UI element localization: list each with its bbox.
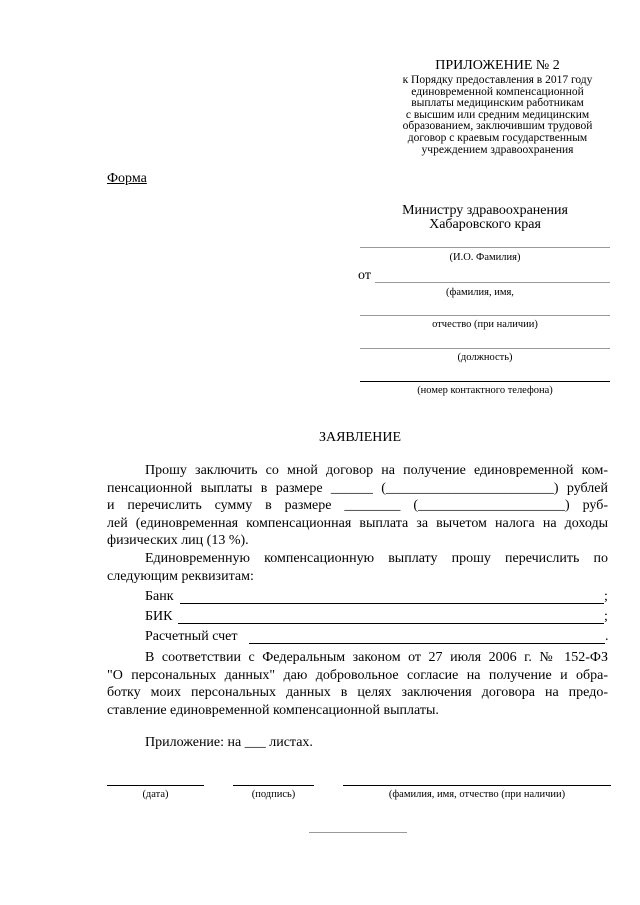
appendix-line: договор с краевым государственным [407,131,588,144]
paragraph-line: ставление единовременной компенсационной выплаты. [107,702,439,718]
bik-label: БИК [145,609,173,624]
appendix-line: образованием, заключившим трудовой [402,120,593,133]
appendix-line: единовременной компенсационной [411,85,584,98]
addressee-line1: Министру здравоохранения [402,203,568,218]
appendix-title: ПРИЛОЖЕНИЕ № 2 [435,58,560,73]
paragraph-line: Единовременную компенсационную выплату прошу перечислить по [145,551,608,566]
sign-field-line[interactable] [233,785,314,786]
paragraph-line: пенсационной выплаты в размере ______ (________________________) рублей [107,480,608,496]
date-field-line[interactable] [107,785,204,786]
appendix-header [385,58,610,156]
from-label: от [358,268,371,283]
paragraph-line: "О персональных данных" даю добровольное согласие на получение и обра- [107,667,608,683]
paragraph-line: Прошу заключить со мной договор на получение единовременной ком- [145,463,608,478]
paragraph-line: физических лиц (13 %). [107,533,249,548]
patronymic-caption: отчество (при наличии) [432,319,538,330]
paragraph-line: лей (единовременная компенсационная выплата за вычетом налога на доходы [107,515,608,531]
phone-field-line [360,381,610,382]
account-label: Расчетный счет [145,629,238,644]
bik-field-line[interactable] [178,623,604,624]
bik-end: ; [604,609,608,624]
paragraph-line: и перечислить сумму в размере ________ (_____________________) руб- [107,498,608,513]
paragraph-line: ботку моих персональных данных в целях заключения договора на предо- [107,685,608,700]
from-field-line [375,282,610,283]
fio-field-line[interactable] [343,785,611,786]
attachment-line: Приложение: на ___ листах. [145,735,313,750]
bank-label: Банк [145,589,174,604]
paragraph-line: следующим реквизитам: [107,568,254,584]
addressee-line2: Хабаровского края [429,217,541,232]
sign-caption: (подпись) [251,789,296,800]
fio-sign-caption: (фамилия, имя, отчество (при наличии) [388,789,566,800]
consent-paragraph [107,649,608,719]
footer-separator [309,832,407,833]
requisites-paragraph [107,550,608,585]
appendix-line: выплаты медицинским работникам [411,97,584,110]
phone-caption: (номер контактного телефона) [417,385,553,396]
doc-title: ЗАЯВЛЕНИЕ [318,430,402,445]
paragraph-line: В соответствии с Федеральным законом от 27 июля 2006 г. № 152-ФЗ [145,650,608,665]
name-field-line [360,247,610,248]
account-field-line[interactable] [249,643,605,644]
appendix-text [385,75,610,156]
position-field-line [360,348,610,349]
date-caption: (дата) [142,789,169,800]
bank-end: ; [604,589,608,604]
fio-caption: (фамилия, имя, [446,287,514,298]
position-caption: (должность) [457,352,513,363]
bank-field-line[interactable] [180,603,604,604]
appendix-line: к Порядку предоставления в 2017 году [402,74,593,86]
appendix-line: учреждением здравоохранения [421,143,574,156]
appendix-line: с высшим или средним медицинским [405,108,590,121]
name-caption: (И.О. Фамилия) [449,252,521,263]
form-label: Форма [107,171,147,186]
account-end: . [605,629,609,644]
patronymic-field-line [360,315,610,316]
request-paragraph [107,462,608,550]
